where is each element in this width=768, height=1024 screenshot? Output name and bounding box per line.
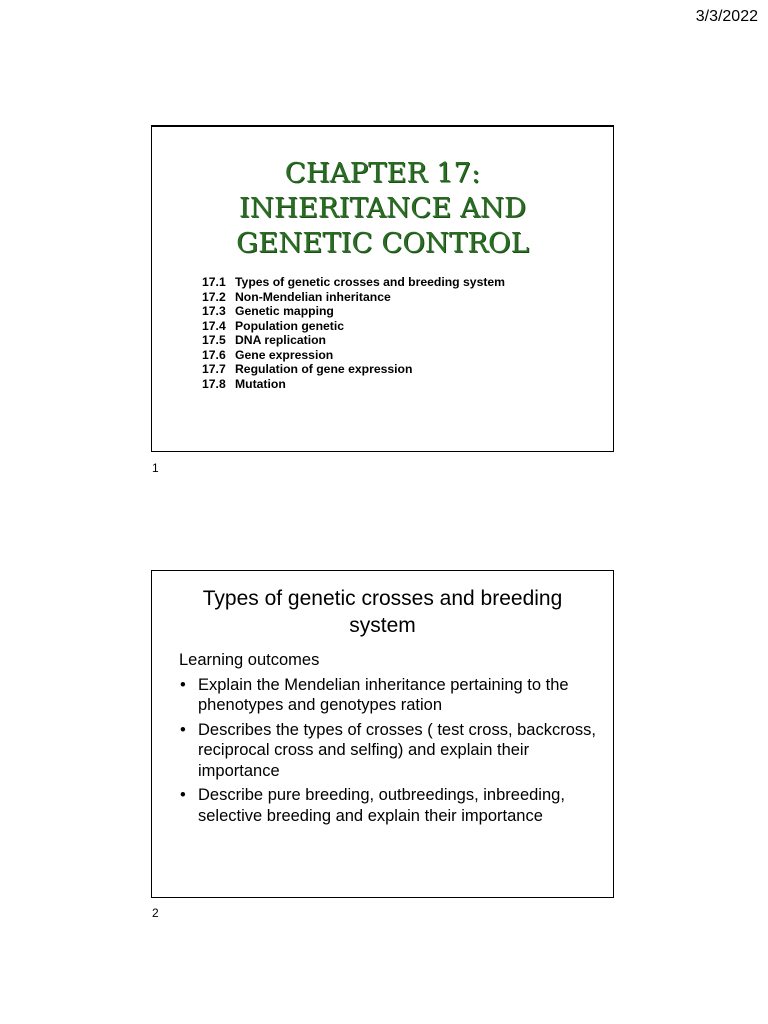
slide-title [162,585,603,639]
contents-item [202,362,505,377]
contents-item-number: 17.3 [202,304,226,318]
slide-body [179,650,597,830]
chapter-title-line: GENETIC CONTROL [236,227,529,259]
contents-item-number: 17.4 [202,318,226,333]
page-date: 3/3/2022 [695,8,758,25]
contents-item-text: Regulation of gene expression [235,362,413,376]
contents-item-number: 17.2 [202,289,226,304]
chapter-contents-list [202,275,505,391]
contents-item-number: 17.7 [202,362,226,376]
contents-item [202,348,505,363]
contents-item [202,275,505,290]
slide-number: 1 [152,461,159,475]
contents-item-text: Gene expression [235,347,334,362]
contents-item-text: DNA replication [235,333,326,347]
chapter-title-line: CHAPTER 17: [284,157,481,189]
contents-item [202,304,505,319]
contents-item-number: 17.5 [202,333,226,347]
chapter-title [152,156,613,261]
contents-item-number: 17.1 [202,275,226,289]
slide-title-line: system [349,614,416,637]
slide-title-line: Types of genetic crosses and breeding [202,587,563,610]
list-item-text: Explain the Mendelian inheritance pertaining to the phenotypes and genotypes ration [198,675,569,714]
bullet-icon: • [180,720,186,739]
slide-2 [151,570,614,898]
list-item-text: Describe pure breeding, outbreedings, inbreeding, selective breeding and explain their importance [198,786,565,825]
contents-item [202,319,505,334]
chapter-title-line: INHERITANCE AND [238,192,527,224]
contents-item [202,377,505,392]
list-item [179,720,597,782]
contents-item-text: Mutation [235,376,286,391]
contents-item-number: 17.6 [202,347,226,362]
contents-item-text: Non-Mendelian inheritance [235,289,391,304]
list-item [179,675,597,716]
list-item-text: Describes the types of crosses ( test cross, backcross, reciprocal cross and selfing) and explain their importance [198,720,596,780]
slide-1 [151,125,614,452]
contents-item-text: Types of genetic crosses and breeding system [235,275,506,289]
learning-outcomes-heading: Learning outcomes [179,651,320,669]
bullet-icon: • [180,675,186,694]
learning-outcomes-list [179,675,597,827]
bullet-icon: • [180,786,186,804]
contents-item-text: Genetic mapping [235,304,334,318]
contents-item-number: 17.8 [202,376,226,391]
contents-item [202,290,505,305]
contents-item [202,333,505,348]
list-item [179,785,597,826]
contents-item-text: Population genetic [235,318,345,333]
slide-number: 2 [152,906,159,920]
